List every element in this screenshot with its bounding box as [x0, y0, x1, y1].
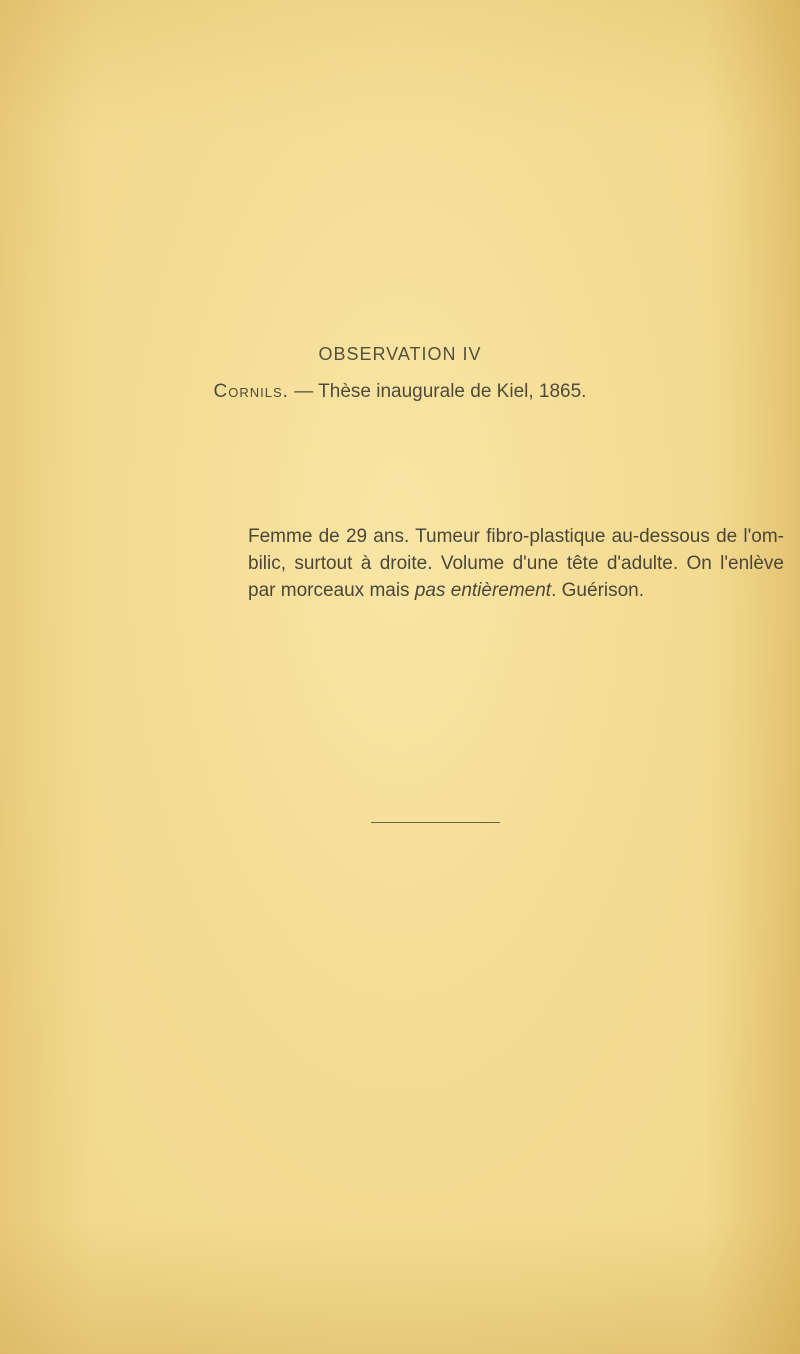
body-line-1: Femme de 29 ans. Tumeur fibro-plastique au-dessous de l'om-: [248, 526, 784, 547]
body-line-3-end: . Guérison.: [551, 580, 645, 601]
body-line-3-emphasis: pas entièrement: [414, 580, 552, 601]
citation-author: Cornils.: [213, 381, 289, 402]
observation-heading: OBSERVATION IV: [318, 344, 482, 364]
section-divider: [371, 822, 500, 823]
observation-body: [248, 523, 784, 604]
citation-separator: —: [294, 381, 314, 402]
body-line-3: [248, 577, 784, 604]
body-line-3-start: par morceaux mais: [248, 580, 415, 601]
citation-source: Thèse inaugurale de Kiel, 1865.: [318, 381, 587, 402]
citation-line: [0, 381, 800, 403]
body-line-2: bilic, surtout à droite. Volume d'une tête d'adulte. On l'enlève: [248, 553, 784, 574]
